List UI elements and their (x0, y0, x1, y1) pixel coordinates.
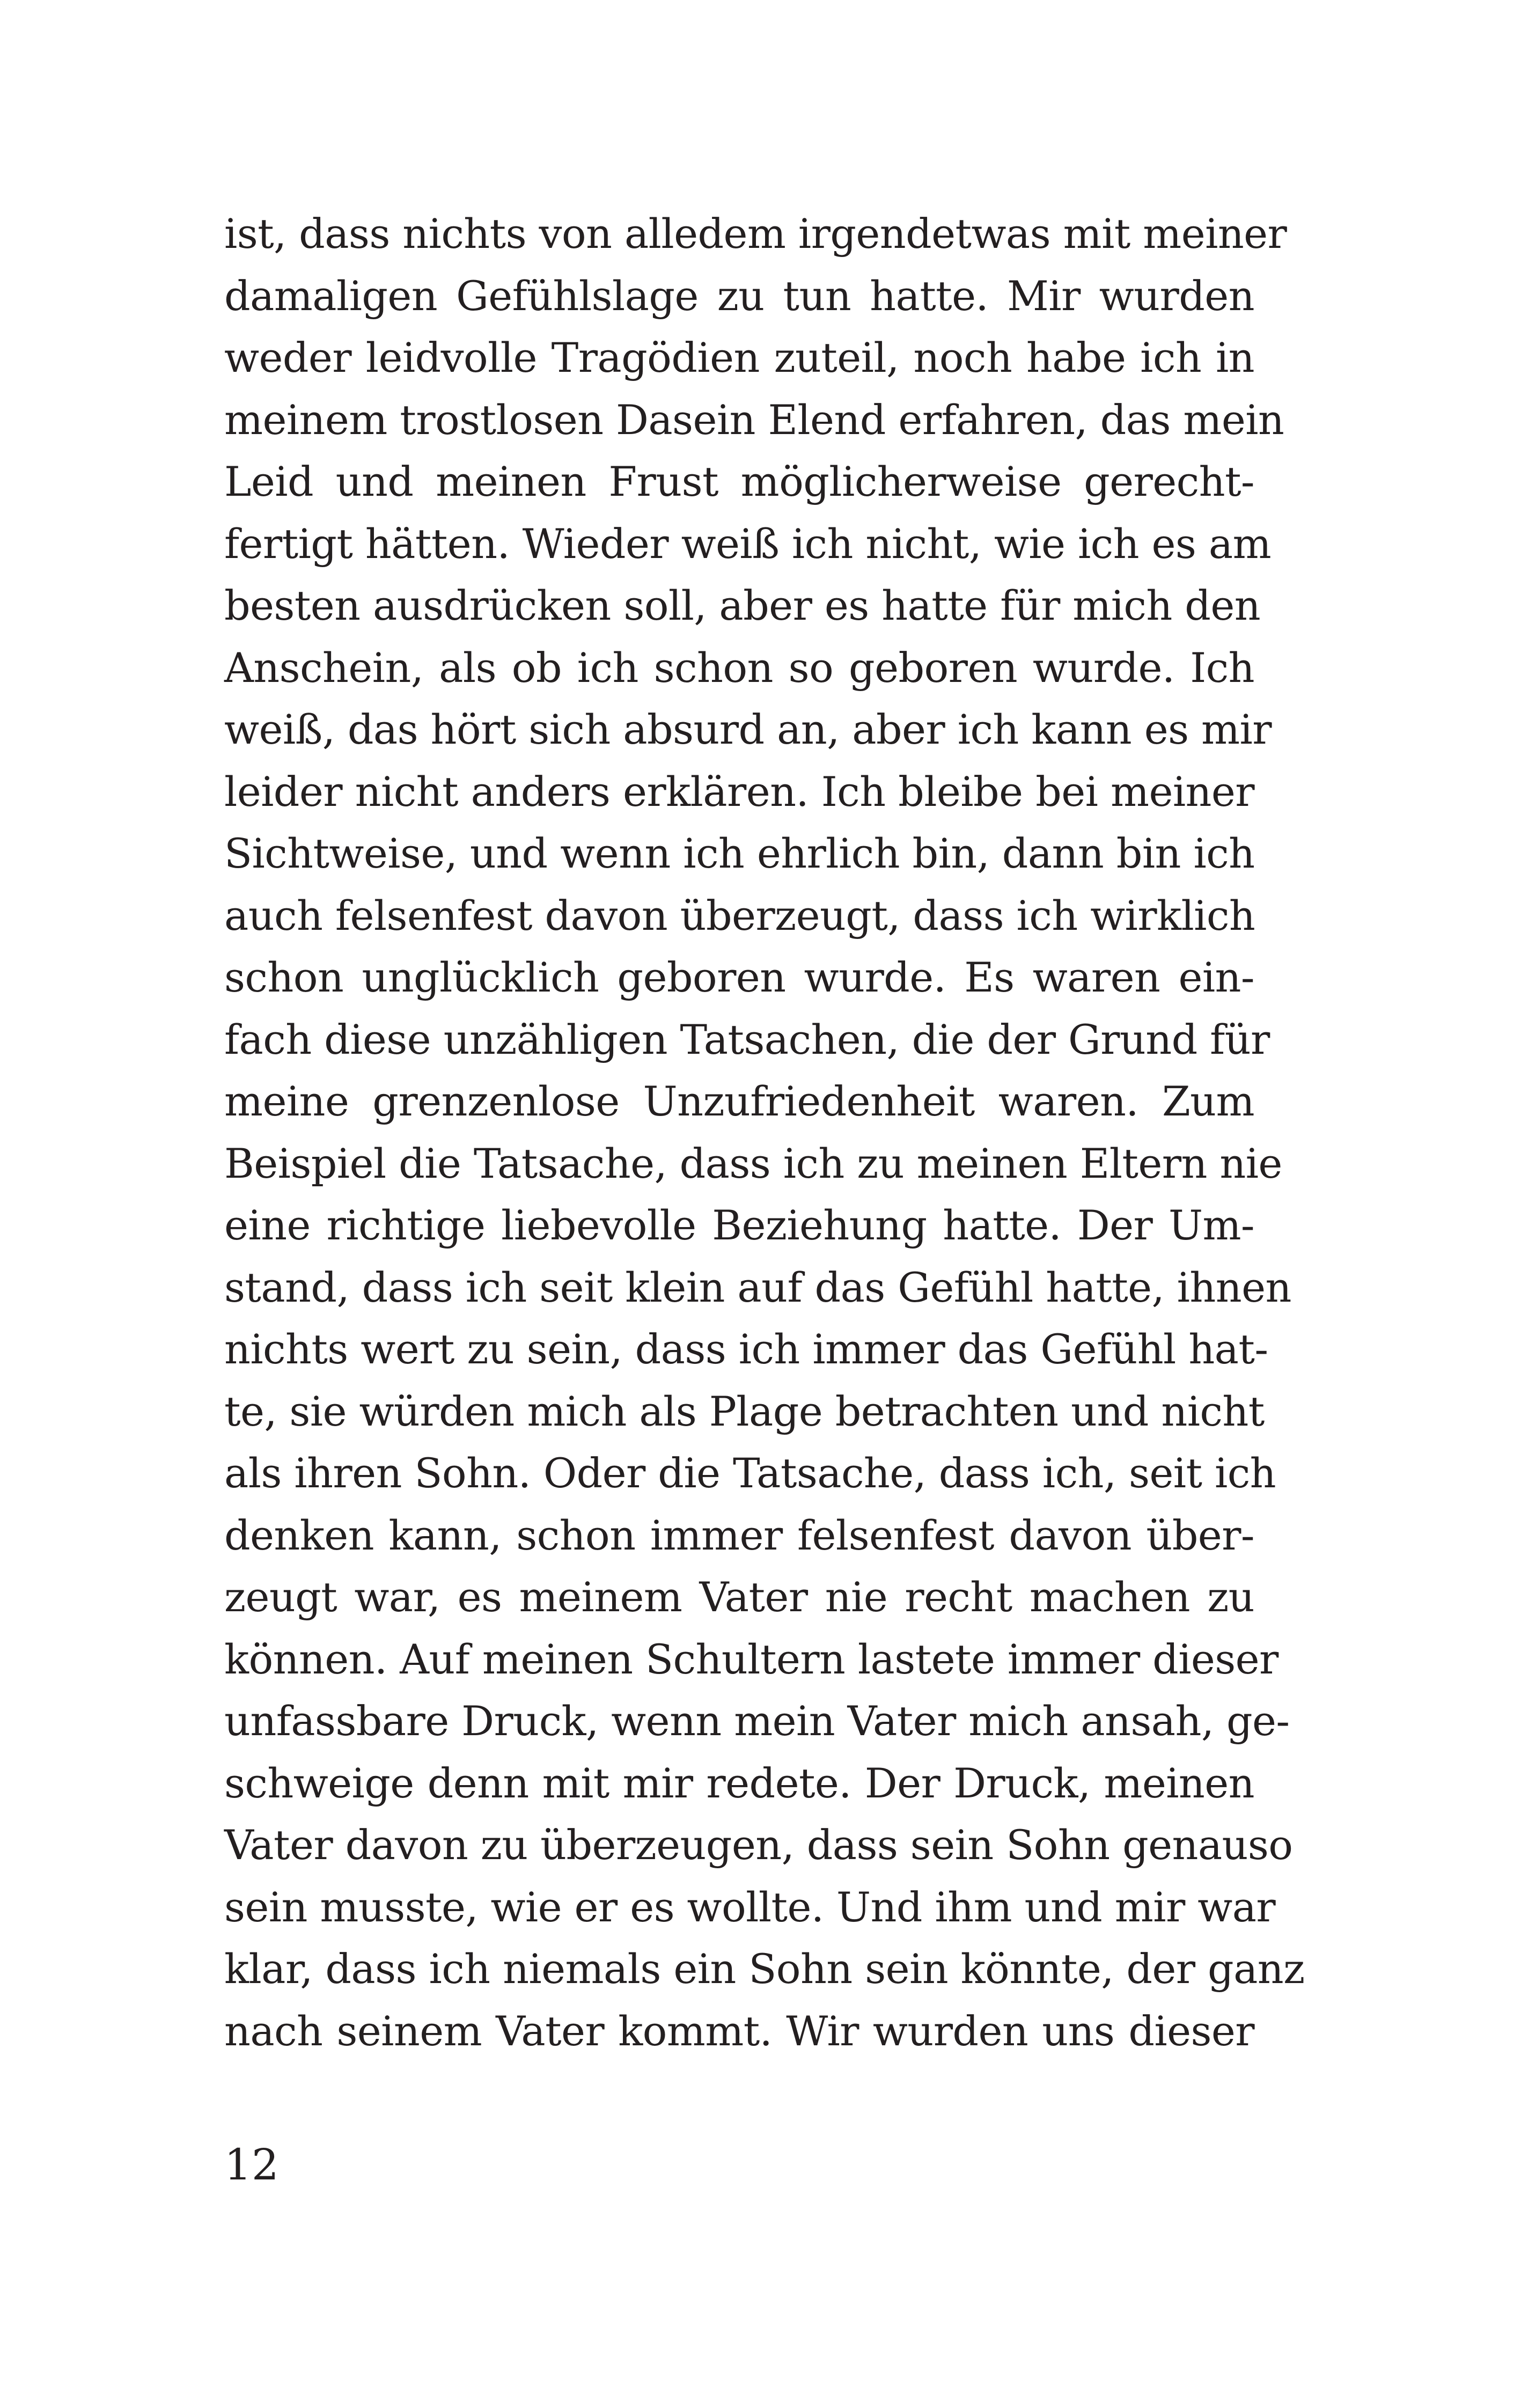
text-line: können. Auf meinen Schultern lastete immer dieser (224, 1635, 1278, 1683)
text-line: Beispiel die Tatsache, dass ich zu meinen Eltern nie (224, 1139, 1282, 1187)
text-line: weiß, das hört sich absurd an, aber ich kann es mir (224, 706, 1272, 753)
text-line: zeugt war, es meinem Vater nie recht machen zu (224, 1573, 1254, 1621)
text-line: nichts wert zu sein, dass ich immer das Gefühl hat- (224, 1325, 1268, 1373)
text-line: Leid und meinen Frust möglicherweise gerecht- (224, 458, 1254, 505)
text-line: meine grenzenlose Unzufriedenheit waren. Zum (224, 1077, 1254, 1125)
text-line: fach diese unzähligen Tatsachen, die der Grund für (224, 1015, 1270, 1063)
text-line: leider nicht anders erklären. Ich bleibe bei meiner (224, 767, 1254, 816)
text-line: eine richtige liebevolle Beziehung hatte. Der Um- (224, 1201, 1254, 1249)
text-line: stand, dass ich seit klein auf das Gefühl hatte, ihnen (224, 1263, 1291, 1311)
text-line: te, sie würden mich als Plage betrachten und nicht (224, 1387, 1265, 1435)
text-line: denken kann, schon immer felsenfest davon über- (224, 1511, 1254, 1559)
text-line: sein musste, wie er es wollte. Und ihm und mir war (224, 1883, 1276, 1931)
text-line: Sichtweise, und wenn ich ehrlich bin, dann bin ich (224, 829, 1255, 877)
text-line: schon unglücklich geboren wurde. Es waren ein- (224, 953, 1254, 1001)
text-line: weder leidvolle Tragödien zuteil, noch habe ich in (224, 334, 1254, 381)
text-line: auch felsenfest davon überzeugt, dass ich wirklich (224, 891, 1255, 939)
text-line: damaligen Gefühlslage zu tun hatte. Mir wurden (224, 271, 1254, 320)
body-text (224, 203, 1305, 2062)
text-line: unfassbare Druck, wenn mein Vater mich ansah, ge- (224, 1697, 1290, 1745)
page-number: 12 (224, 2140, 279, 2190)
text-line: klar, dass ich niemals ein Sohn sein könnte, der ganz (224, 1945, 1305, 1993)
text-line: Anschein, als ob ich schon so geboren wurde. Ich (224, 643, 1254, 692)
text-line: fertigt hätten. Wieder weiß ich nicht, wie ich es am (224, 519, 1272, 568)
text-line: als ihren Sohn. Oder die Tatsache, dass ich, seit ich (224, 1449, 1276, 1497)
text-line: meinem trostlosen Dasein Elend erfahren, das mein (224, 395, 1284, 444)
text-line: besten ausdrücken soll, aber es hatte für mich den (224, 582, 1261, 629)
text-line: Vater davon zu überzeugen, dass sein Sohn genauso (224, 1821, 1293, 1869)
text-line: nach seinem Vater kommt. Wir wurden uns dieser (224, 2007, 1254, 2055)
text-line: schweige denn mit mir redete. Der Druck, meinen (224, 1759, 1254, 1807)
text-line: ist, dass nichts von alledem irgendetwas mit meiner (224, 210, 1287, 258)
